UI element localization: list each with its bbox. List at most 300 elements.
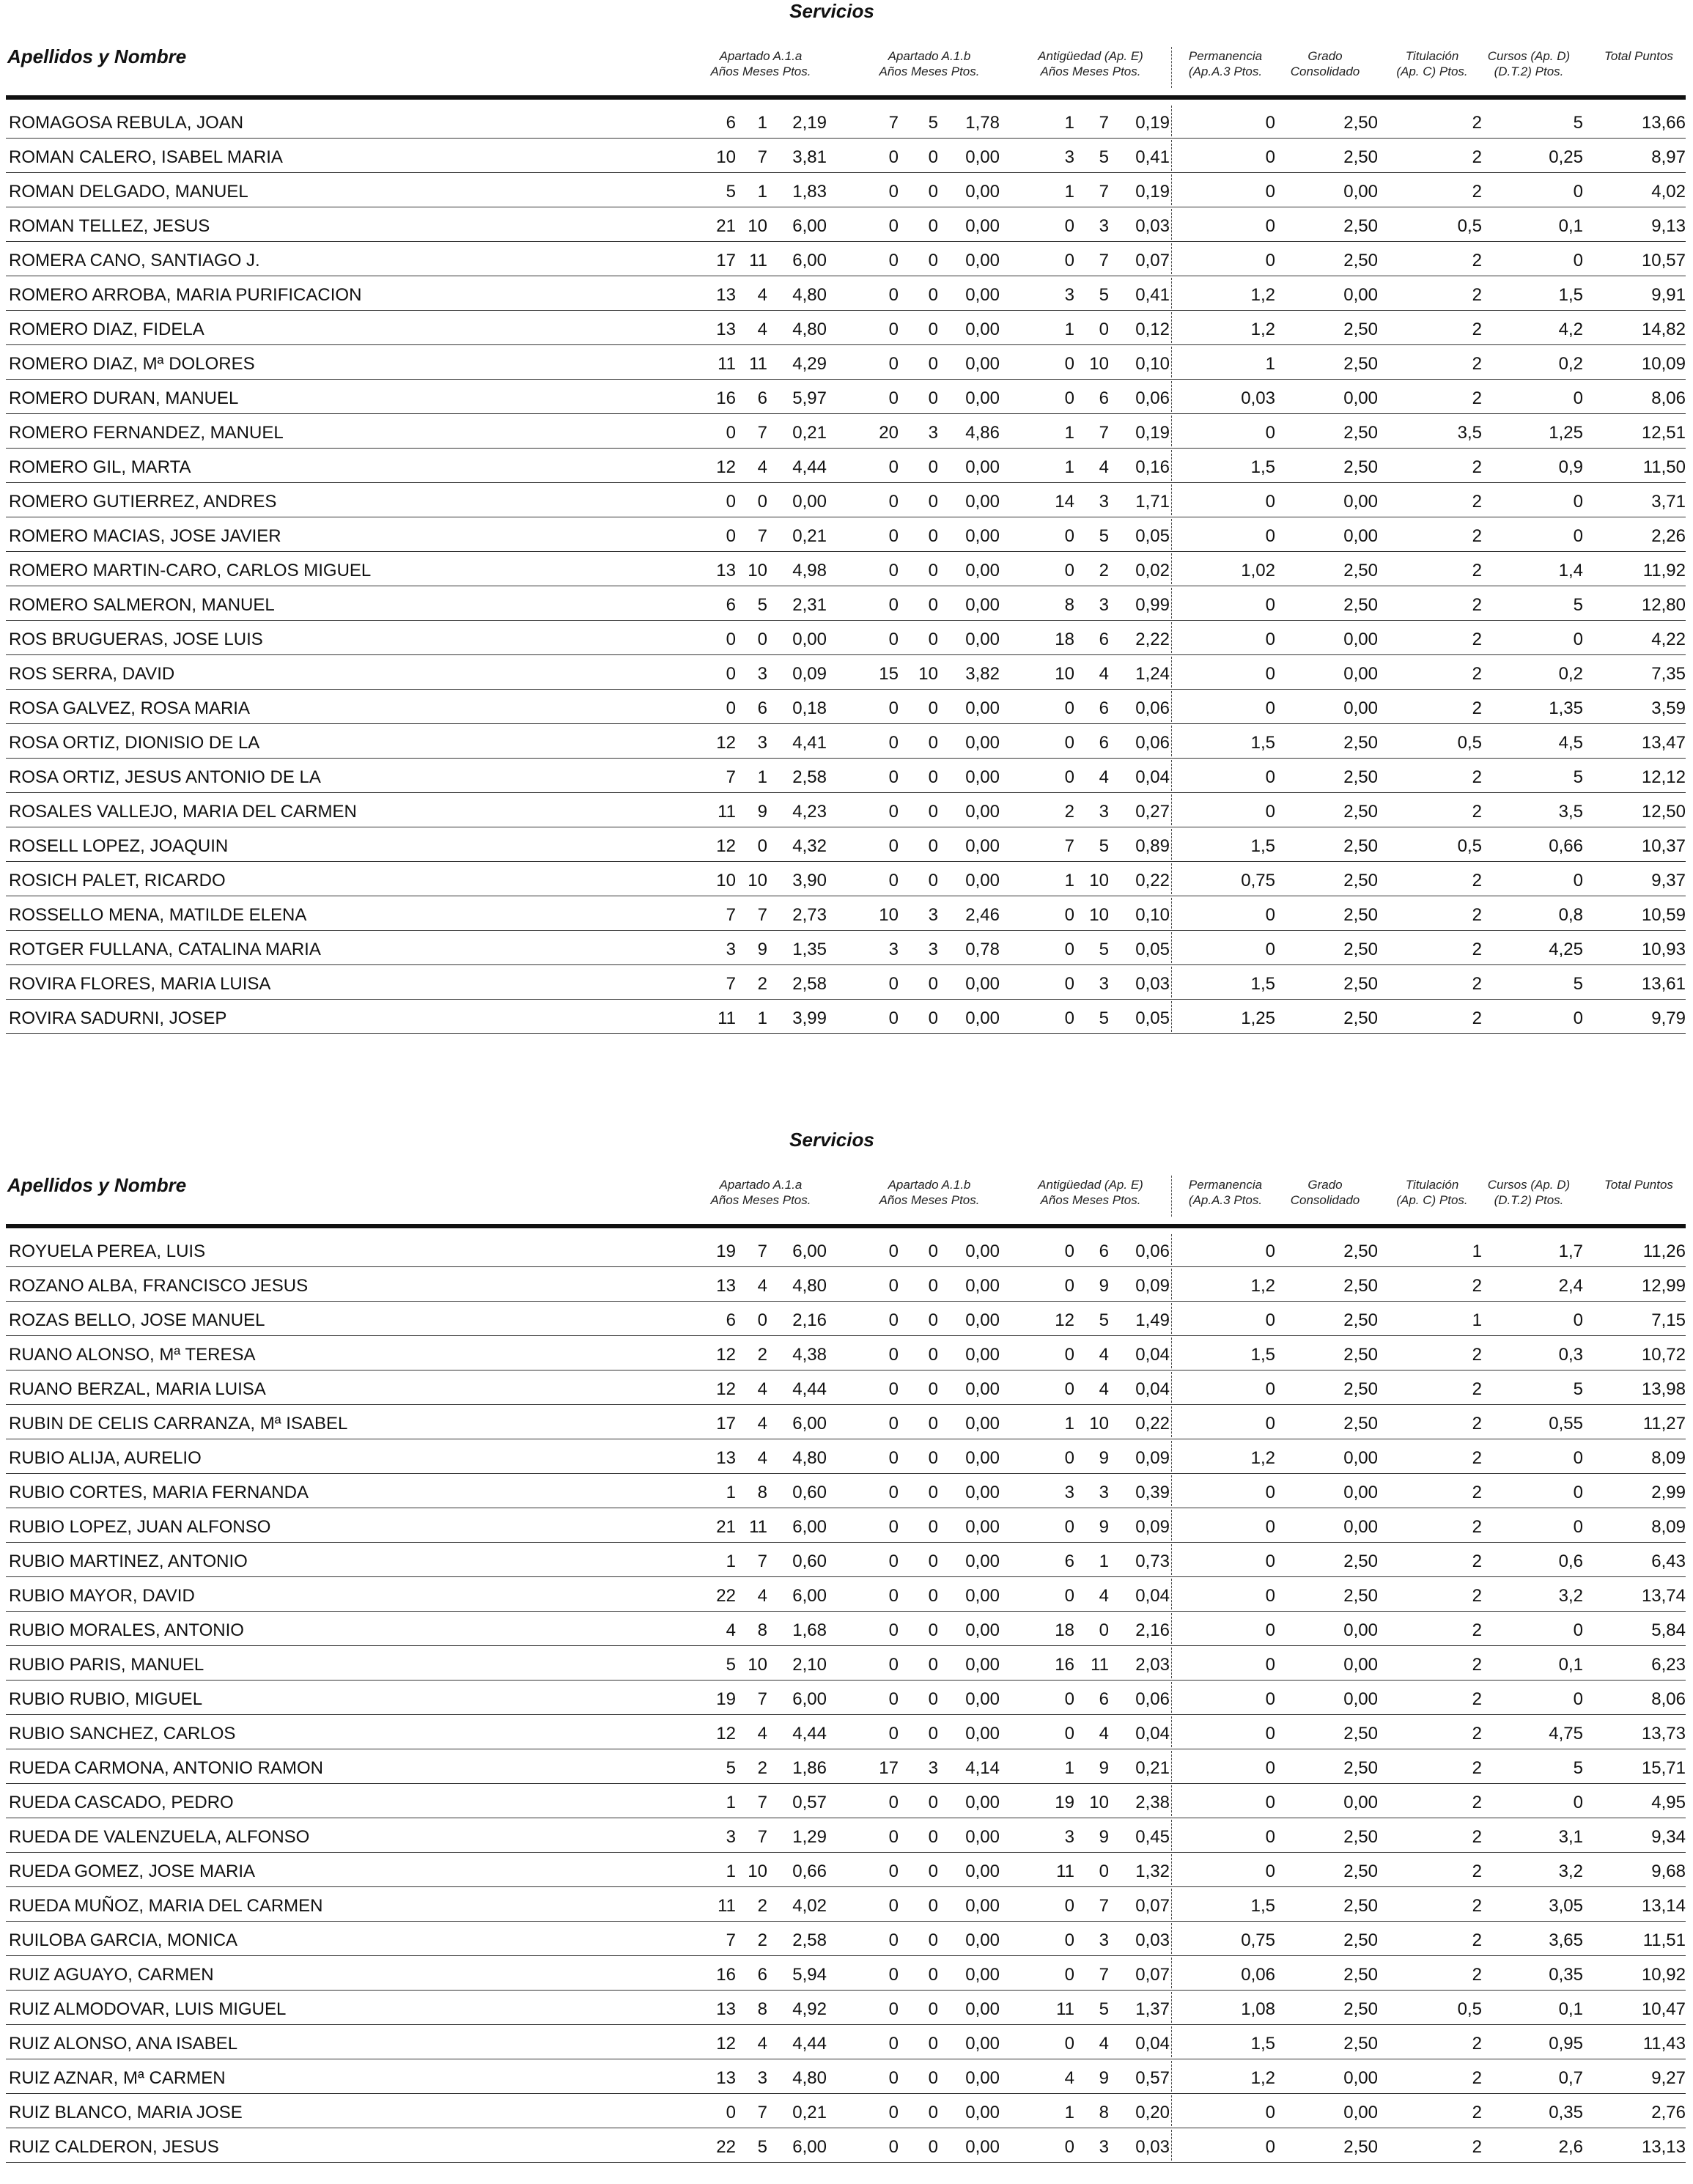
titulacion-cell: 2 [1472, 767, 1482, 787]
grado-cell: 0,00 [1343, 1448, 1378, 1468]
ant-meses-cell: 3 [1099, 2137, 1109, 2157]
cursos-cell: 1,25 [1549, 423, 1583, 443]
a1a-meses-cell: 8 [757, 1620, 767, 1640]
permanencia-cell: 1,5 [1250, 457, 1275, 477]
employee-name: ROMERO DIAZ, Mª DOLORES [9, 354, 255, 374]
total-cell: 11,26 [1642, 1242, 1686, 1261]
permanencia-cell: 0 [1265, 1793, 1275, 1812]
cursos-cell: 0,2 [1558, 664, 1583, 684]
a1a-meses-cell: 3 [757, 664, 767, 684]
a1b-meses-cell: 0 [928, 216, 938, 236]
a1a-meses-cell: 1 [757, 182, 767, 202]
a1b-meses-cell: 0 [928, 1999, 938, 2019]
ant-anos-cell: 12 [1055, 1310, 1074, 1330]
total-cell: 10,47 [1641, 1999, 1686, 2019]
a1a-meses-cell: 10 [748, 216, 767, 236]
table-row [0, 276, 1693, 311]
grado-cell: 0,00 [1343, 630, 1378, 649]
a1b-ptos-cell: 3,82 [965, 664, 1000, 684]
cursos-cell: 0 [1573, 1483, 1583, 1502]
a1a-anos-cell: 6 [726, 113, 736, 133]
ant-anos-cell: 11 [1056, 1999, 1074, 2019]
ant-ptos-cell: 0,22 [1135, 871, 1170, 890]
table-row [0, 1508, 1693, 1543]
permanencia-cell: 1,2 [1250, 1448, 1275, 1468]
table-row [0, 104, 1693, 139]
table-row [0, 1336, 1693, 1370]
a1b-ptos-cell: 0,00 [965, 802, 1000, 822]
header-perm-line: Permanencia [1188, 1178, 1263, 1192]
table-row [0, 1000, 1693, 1034]
ant-anos-cell: 3 [1064, 285, 1074, 305]
a1b-meses-cell: 0 [928, 1862, 938, 1881]
permanencia-cell: 1,5 [1250, 1345, 1275, 1365]
a1a-anos-cell: 13 [716, 1276, 736, 1296]
a1a-ptos-cell: 6,00 [792, 1517, 827, 1537]
permanencia-cell: 1,02 [1241, 561, 1275, 580]
cursos-cell: 3,5 [1558, 802, 1583, 822]
a1a-ptos-cell: 0,21 [792, 423, 827, 443]
ant-meses-cell: 5 [1099, 836, 1109, 856]
a1a-anos-cell: 13 [716, 285, 736, 305]
header-titul-line: (Ap. C) Ptos. [1396, 64, 1468, 78]
a1a-ptos-cell: 6,00 [792, 2137, 827, 2157]
employee-name: ROTGER FULLANA, CATALINA MARIA [9, 940, 321, 959]
employee-name: ROMERO FERNANDEZ, MANUEL [9, 423, 284, 443]
a1a-ptos-cell: 1,35 [792, 940, 827, 959]
a1a-anos-cell: 17 [716, 1414, 736, 1434]
a1b-anos-cell: 0 [888, 1414, 899, 1434]
grado-cell: 0,00 [1343, 1620, 1378, 1640]
table-row [0, 862, 1693, 896]
table-row [0, 2128, 1693, 2163]
a1a-meses-cell: 9 [757, 940, 767, 959]
ant-anos-cell: 0 [1064, 2034, 1074, 2054]
a1b-meses-cell: 0 [928, 595, 938, 615]
permanencia-cell: 1,2 [1250, 320, 1275, 339]
grado-cell: 0,00 [1343, 2103, 1378, 2122]
ant-meses-cell: 9 [1099, 2068, 1109, 2088]
a1a-anos-cell: 16 [716, 388, 736, 408]
a1a-anos-cell: 7 [726, 767, 736, 787]
column-separator [1171, 760, 1172, 791]
header-a1b-line: Apartado A.1.b [888, 1178, 971, 1192]
ant-meses-cell: 10 [1089, 871, 1109, 890]
a1a-meses-cell: 5 [757, 595, 767, 615]
ant-anos-cell: 1 [1064, 457, 1074, 477]
a1b-ptos-cell: 0,00 [965, 1483, 1000, 1502]
a1b-ptos-cell: 0,00 [965, 1930, 1000, 1950]
a1b-meses-cell: 0 [928, 285, 938, 305]
a1a-anos-cell: 16 [716, 1965, 736, 1985]
total-cell: 9,68 [1651, 1862, 1686, 1881]
a1b-ptos-cell: 0,00 [965, 1896, 1000, 1916]
employee-name: ROSA GALVEZ, ROSA MARIA [9, 698, 250, 718]
cursos-cell: 0,25 [1549, 147, 1583, 167]
grado-cell: 0,00 [1343, 182, 1378, 202]
titulacion-cell: 2 [1472, 1655, 1482, 1675]
total-cell: 14,82 [1641, 320, 1686, 339]
permanencia-cell: 1,25 [1241, 1008, 1275, 1028]
column-separator [1171, 1579, 1172, 1609]
a1a-ptos-cell: 6,00 [792, 1689, 827, 1709]
a1b-anos-cell: 0 [888, 1655, 899, 1675]
permanencia-cell: 0 [1265, 1862, 1275, 1881]
column-separator [1171, 1475, 1172, 1506]
a1b-ptos-cell: 0,00 [965, 2137, 1000, 2157]
ant-meses-cell: 5 [1099, 1310, 1109, 1330]
a1a-ptos-cell: 5,94 [792, 1965, 827, 1985]
column-separator [1171, 2061, 1172, 2092]
a1b-ptos-cell: 0,00 [965, 974, 1000, 994]
ant-anos-cell: 8 [1064, 595, 1074, 615]
a1a-ptos-cell: 4,80 [792, 320, 827, 339]
grado-cell: 2,50 [1343, 113, 1378, 133]
a1a-anos-cell: 11 [718, 1896, 736, 1916]
titulacion-cell: 2 [1472, 1793, 1482, 1812]
permanencia-cell: 0 [1265, 147, 1275, 167]
table-row [0, 896, 1693, 931]
a1a-anos-cell: 7 [726, 974, 736, 994]
ant-ptos-cell: 1,37 [1135, 1999, 1170, 2019]
grado-cell: 2,50 [1343, 871, 1378, 890]
cursos-cell: 5 [1573, 1758, 1583, 1778]
titulacion-cell: 2 [1472, 147, 1482, 167]
ant-meses-cell: 10 [1089, 354, 1109, 374]
total-cell: 9,27 [1651, 2068, 1686, 2088]
a1a-meses-cell: 4 [757, 1724, 767, 1744]
a1b-anos-cell: 0 [888, 1379, 899, 1399]
cursos-cell: 0,1 [1558, 1655, 1583, 1675]
cursos-cell: 4,25 [1549, 940, 1583, 959]
a1a-anos-cell: 22 [716, 2137, 736, 2157]
permanencia-cell: 1,5 [1250, 974, 1275, 994]
a1b-meses-cell: 0 [928, 388, 938, 408]
a1b-ptos-cell: 0,00 [965, 1276, 1000, 1296]
header-cursos-line: Cursos (Ap. D) [1487, 1178, 1571, 1192]
a1a-ptos-cell: 4,38 [792, 1345, 827, 1365]
titulacion-cell: 2 [1472, 698, 1482, 718]
ant-anos-cell: 1 [1064, 182, 1074, 202]
cursos-cell: 0 [1573, 182, 1583, 202]
a1b-meses-cell: 0 [928, 733, 938, 753]
a1a-ptos-cell: 6,00 [792, 1242, 827, 1261]
a1b-meses-cell: 0 [928, 1483, 938, 1502]
permanencia-cell: 0,75 [1241, 1930, 1275, 1950]
table-row [0, 1956, 1693, 1991]
a1a-ptos-cell: 4,80 [792, 2068, 827, 2088]
a1b-meses-cell: 0 [928, 1620, 938, 1640]
a1b-ptos-cell: 0,00 [965, 871, 1000, 890]
header-titul-line: Titulación [1405, 1178, 1459, 1192]
employee-name: ROMERO SALMERON, MANUEL [9, 595, 275, 615]
employee-name: RUILOBA GARCIA, MONICA [9, 1930, 238, 1950]
ant-anos-cell: 0 [1064, 905, 1074, 925]
a1a-ptos-cell: 0,21 [792, 2103, 827, 2122]
ant-meses-cell: 9 [1099, 1758, 1109, 1778]
a1b-anos-cell: 0 [888, 388, 899, 408]
a1a-meses-cell: 2 [757, 1345, 767, 1365]
permanencia-cell: 0 [1265, 767, 1275, 787]
column-separator [1171, 1372, 1172, 1403]
employee-name: ROS SERRA, DAVID [9, 664, 175, 684]
employee-name: ROSALES VALLEJO, MARIA DEL CARMEN [9, 802, 357, 822]
a1b-anos-cell: 0 [888, 457, 899, 477]
ant-ptos-cell: 0,04 [1135, 1345, 1170, 1365]
employee-name: ROS BRUGUERAS, JOSE LUIS [9, 630, 263, 649]
permanencia-cell: 0,75 [1241, 871, 1275, 890]
permanencia-cell: 0 [1265, 630, 1275, 649]
permanencia-cell: 0 [1265, 2103, 1275, 2122]
grado-cell: 2,50 [1343, 1414, 1378, 1434]
a1a-ptos-cell: 2,58 [792, 974, 827, 994]
a1a-ptos-cell: 6,00 [792, 216, 827, 236]
grado-cell: 0,00 [1343, 492, 1378, 512]
total-cell: 3,59 [1651, 698, 1686, 718]
ant-ptos-cell: 0,06 [1135, 388, 1170, 408]
employee-name: RUEDA CARMONA, ANTONIO RAMON [9, 1758, 323, 1778]
column-separator [1171, 450, 1172, 481]
cursos-cell: 0,3 [1558, 1345, 1583, 1365]
table-row [0, 1233, 1693, 1267]
employee-name: RUEDA DE VALENZUELA, ALFONSO [9, 1827, 310, 1847]
header-a1a-line: Años Meses Ptos. [710, 1193, 811, 1207]
a1a-ptos-cell: 1,68 [792, 1620, 827, 1640]
a1a-meses-cell: 6 [757, 698, 767, 718]
table-row [0, 1577, 1693, 1612]
a1a-anos-cell: 1 [726, 1793, 736, 1812]
total-cell: 2,26 [1651, 526, 1686, 546]
cursos-cell: 0 [1573, 1620, 1583, 1640]
a1b-ptos-cell: 0,00 [965, 1827, 1000, 1847]
table-row [0, 380, 1693, 414]
a1a-anos-cell: 22 [716, 1586, 736, 1606]
a1b-anos-cell: 0 [888, 1827, 899, 1847]
a1a-anos-cell: 6 [726, 1310, 736, 1330]
total-cell: 11,92 [1642, 561, 1686, 580]
a1b-meses-cell: 0 [928, 1827, 938, 1847]
total-cell: 11,27 [1642, 1414, 1686, 1434]
ant-ptos-cell: 0,39 [1135, 1483, 1170, 1502]
grado-cell: 2,50 [1343, 1827, 1378, 1847]
permanencia-cell: 0 [1265, 251, 1275, 270]
ant-ptos-cell: 0,45 [1135, 1827, 1170, 1847]
employee-name: RUBIO SANCHEZ, CARLOS [9, 1724, 236, 1744]
a1a-anos-cell: 13 [716, 320, 736, 339]
permanencia-cell: 0 [1265, 216, 1275, 236]
a1a-anos-cell: 11 [718, 1008, 736, 1028]
grado-cell: 0,00 [1343, 664, 1378, 684]
column-separator [1171, 1269, 1172, 1299]
ant-meses-cell: 6 [1099, 733, 1109, 753]
header-ant [1025, 1177, 1157, 1208]
cursos-cell: 0,35 [1549, 2103, 1583, 2122]
a1a-ptos-cell: 2,19 [792, 113, 827, 133]
table-row [0, 759, 1693, 793]
a1b-meses-cell: 0 [928, 1448, 938, 1468]
header-grado-line: Grado [1307, 1178, 1343, 1192]
permanencia-cell: 0 [1265, 1310, 1275, 1330]
a1b-meses-cell: 0 [928, 1008, 938, 1028]
a1b-meses-cell: 0 [928, 1793, 938, 1812]
table-section [0, 0, 1693, 1055]
a1a-meses-cell: 11 [749, 354, 767, 374]
a1a-ptos-cell: 0,60 [792, 1483, 827, 1502]
titulacion-cell: 2 [1472, 492, 1482, 512]
ant-anos-cell: 3 [1064, 1483, 1074, 1502]
a1a-anos-cell: 13 [716, 2068, 736, 2088]
permanencia-cell: 0 [1265, 1689, 1275, 1709]
employee-name: ROSSELLO MENA, MATILDE ELENA [9, 905, 307, 925]
ant-ptos-cell: 0,09 [1135, 1448, 1170, 1468]
employee-name: RUEDA CASCADO, PEDRO [9, 1793, 234, 1812]
header-total [1573, 1177, 1693, 1192]
ant-meses-cell: 10 [1089, 905, 1109, 925]
a1a-meses-cell: 3 [757, 2068, 767, 2088]
a1a-meses-cell: 4 [757, 320, 767, 339]
a1b-meses-cell: 0 [928, 1965, 938, 1985]
column-separator [1171, 863, 1172, 894]
a1b-ptos-cell: 0,00 [965, 595, 1000, 615]
titulacion-cell: 0,5 [1457, 836, 1482, 856]
cursos-cell: 0,1 [1558, 1999, 1583, 2019]
titulacion-cell: 2 [1472, 1414, 1482, 1434]
a1a-anos-cell: 10 [716, 147, 736, 167]
ant-ptos-cell: 0,41 [1135, 285, 1170, 305]
a1a-meses-cell: 6 [757, 1965, 767, 1985]
titulacion-cell: 0,5 [1457, 733, 1482, 753]
a1b-ptos-cell: 0,00 [965, 182, 1000, 202]
ant-anos-cell: 0 [1064, 2137, 1074, 2157]
column-separator [1171, 1544, 1172, 1575]
cursos-cell: 5 [1573, 113, 1583, 133]
header-ant-line: Antigüedad (Ap. E) [1038, 49, 1143, 63]
cursos-cell: 1,4 [1558, 561, 1583, 580]
a1b-anos-cell: 0 [888, 1930, 899, 1950]
ant-ptos-cell: 0,21 [1135, 1758, 1170, 1778]
column-separator [1171, 1923, 1172, 1954]
a1a-ptos-cell: 0,18 [792, 698, 827, 718]
a1b-anos-cell: 0 [888, 1689, 899, 1709]
grado-cell: 0,00 [1343, 698, 1378, 718]
a1a-anos-cell: 5 [726, 182, 736, 202]
a1a-meses-cell: 2 [757, 1758, 767, 1778]
a1b-meses-cell: 3 [928, 905, 938, 925]
ant-anos-cell: 0 [1064, 1517, 1074, 1537]
ant-anos-cell: 16 [1055, 1655, 1074, 1675]
a1a-anos-cell: 3 [726, 1827, 736, 1847]
a1a-anos-cell: 0 [726, 423, 736, 443]
permanencia-cell: 0 [1265, 492, 1275, 512]
ant-meses-cell: 6 [1099, 1689, 1109, 1709]
a1a-meses-cell: 10 [748, 1655, 767, 1675]
employee-name: RUEDA GOMEZ, JOSE MARIA [9, 1862, 256, 1881]
ant-anos-cell: 4 [1064, 2068, 1074, 2088]
column-separator [1171, 1751, 1172, 1782]
a1b-ptos-cell: 0,00 [965, 698, 1000, 718]
column-separator [1171, 2095, 1172, 2126]
table-row [0, 1991, 1693, 2025]
total-cell: 9,34 [1651, 1827, 1686, 1847]
a1b-meses-cell: 0 [928, 457, 938, 477]
cursos-cell: 3,05 [1549, 1896, 1583, 1916]
grado-cell: 2,50 [1343, 1999, 1378, 2019]
a1a-ptos-cell: 2,58 [792, 767, 827, 787]
grado-cell: 0,00 [1343, 1517, 1378, 1537]
employee-name: ROMERO ARROBA, MARIA PURIFICACION [9, 285, 362, 305]
cursos-cell: 0 [1573, 1517, 1583, 1537]
total-cell: 13,13 [1641, 2137, 1686, 2157]
a1b-ptos-cell: 0,00 [965, 733, 1000, 753]
header-ant-line: Años Meses Ptos. [1040, 1193, 1141, 1207]
ant-ptos-cell: 0,73 [1135, 1552, 1170, 1571]
header-a1a-line: Apartado A.1.a [719, 1178, 803, 1192]
employee-name: ROZANO ALBA, FRANCISCO JESUS [9, 1276, 309, 1296]
grado-cell: 2,50 [1343, 733, 1378, 753]
ant-anos-cell: 0 [1064, 940, 1074, 959]
a1a-meses-cell: 7 [757, 1793, 767, 1812]
cursos-cell: 0,6 [1558, 1552, 1583, 1571]
table-row [0, 1749, 1693, 1784]
total-cell: 13,74 [1641, 1586, 1686, 1606]
table-row [0, 1439, 1693, 1474]
header-grado-line: Consolidado [1290, 1193, 1360, 1207]
total-cell: 12,50 [1641, 802, 1686, 822]
ant-meses-cell: 3 [1099, 1483, 1109, 1502]
employee-name: ROMERO MARTIN-CARO, CARLOS MIGUEL [9, 561, 372, 580]
ant-meses-cell: 5 [1099, 285, 1109, 305]
ant-meses-cell: 9 [1099, 1517, 1109, 1537]
a1a-anos-cell: 12 [716, 1379, 736, 1399]
ant-meses-cell: 7 [1099, 251, 1109, 270]
permanencia-cell: 0,06 [1241, 1965, 1275, 1985]
a1b-meses-cell: 0 [928, 871, 938, 890]
table-row [0, 2059, 1693, 2094]
ant-meses-cell: 4 [1099, 1724, 1109, 1744]
a1b-meses-cell: 0 [928, 836, 938, 856]
a1b-ptos-cell: 1,78 [965, 113, 1000, 133]
permanencia-cell: 0 [1265, 664, 1275, 684]
titulacion-cell: 2 [1472, 1689, 1482, 1709]
column-separator [1171, 519, 1172, 550]
permanencia-cell: 0 [1265, 526, 1275, 546]
ant-meses-cell: 8 [1099, 2103, 1109, 2122]
cursos-cell: 0 [1573, 1008, 1583, 1028]
ant-anos-cell: 0 [1064, 388, 1074, 408]
column-separator [1171, 1613, 1172, 1644]
total-cell: 6,23 [1651, 1655, 1686, 1675]
column-separator [1171, 691, 1172, 722]
ant-ptos-cell: 1,71 [1135, 492, 1170, 512]
employee-name: RUBIO LOPEZ, JUAN ALFONSO [9, 1517, 271, 1537]
titulacion-cell: 2 [1472, 595, 1482, 615]
ant-meses-cell: 3 [1099, 492, 1109, 512]
ant-ptos-cell: 2,38 [1135, 1793, 1170, 1812]
ant-ptos-cell: 0,10 [1135, 354, 1170, 374]
table-row [0, 2094, 1693, 2128]
total-cell: 13,98 [1641, 1379, 1686, 1399]
a1b-anos-cell: 7 [888, 113, 899, 133]
titulacion-cell: 2 [1472, 1345, 1482, 1365]
ant-meses-cell: 5 [1099, 1999, 1109, 2019]
permanencia-cell: 1,5 [1250, 2034, 1275, 2054]
ant-ptos-cell: 0,04 [1135, 2034, 1170, 2054]
total-cell: 7,35 [1651, 664, 1686, 684]
a1b-ptos-cell: 0,78 [965, 940, 1000, 959]
a1a-meses-cell: 7 [757, 1552, 767, 1571]
ant-meses-cell: 7 [1099, 423, 1109, 443]
table-row [0, 1646, 1693, 1681]
